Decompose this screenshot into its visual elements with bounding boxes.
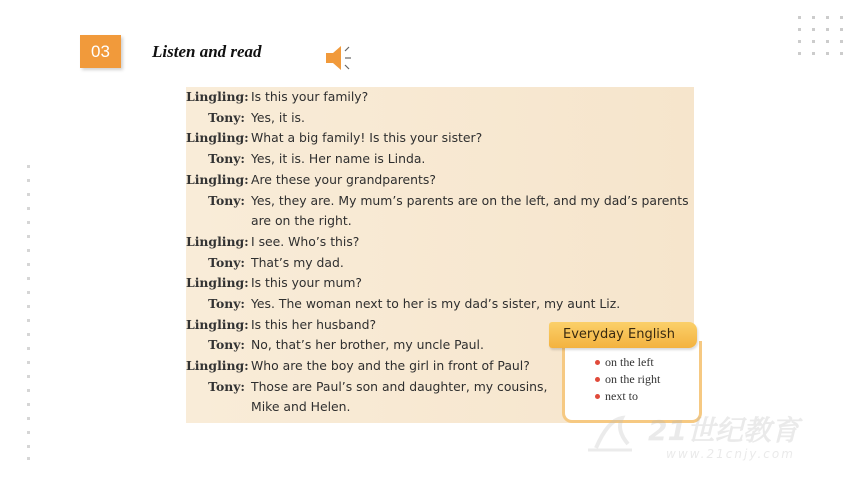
utterance: What a big family! Is this your sister?	[251, 130, 483, 145]
speaker-name: Lingling:	[186, 358, 249, 373]
utterance: No, that’s her brother, my uncle Paul.	[251, 337, 484, 352]
everyday-english-item: on the right	[595, 372, 660, 387]
svg-text:www.21cnjy.com: www.21cnjy.com	[666, 447, 795, 461]
speaker-name: Lingling:	[186, 172, 249, 187]
section-title: Listen and read	[152, 42, 262, 61]
bullet-icon	[595, 360, 600, 365]
utterance: That’s my dad.	[251, 255, 344, 270]
utterance: Yes, it is. Her name is Linda.	[251, 151, 426, 166]
everyday-english-heading: Everyday English	[563, 327, 675, 342]
utterance: Mike and Helen.	[251, 399, 351, 414]
everyday-english-item: next to	[595, 389, 638, 404]
speaker-name: Lingling:	[186, 317, 249, 332]
utterance: Is this your family?	[251, 89, 369, 104]
speaker-name: Lingling:	[186, 89, 249, 104]
bullet-icon	[595, 394, 600, 399]
utterance: Are these your grandparents?	[251, 172, 436, 187]
speaker-name: Tony:	[208, 110, 245, 125]
watermark-logo	[588, 410, 843, 462]
utterance: Who are the boy and the girl in front of Paul?	[251, 358, 530, 373]
speaker-icon[interactable]	[322, 41, 356, 75]
utterance: Is this your mum?	[251, 275, 362, 290]
utterance: Yes. The woman next to her is my dad’s sister, my aunt Liz.	[251, 296, 621, 311]
speaker-name: Tony:	[208, 379, 245, 394]
speaker-name: Lingling:	[186, 275, 249, 290]
speaker-name: Tony:	[208, 151, 245, 166]
section-number-badge: 03	[80, 35, 121, 68]
everyday-english-item: on the left	[595, 355, 654, 370]
speaker-name: Lingling:	[186, 234, 249, 249]
utterance: Yes, they are. My mum’s parents are on the left, and my dad’s parents	[251, 193, 689, 208]
speaker-name: Tony:	[208, 255, 245, 270]
speaker-name: Lingling:	[186, 130, 249, 145]
utterance: Yes, it is.	[251, 110, 305, 125]
speaker-name: Tony:	[208, 337, 245, 352]
utterance: Is this her husband?	[251, 317, 377, 332]
utterance: are on the right.	[251, 213, 352, 228]
decorative-dot-grid	[797, 15, 847, 57]
bullet-icon	[595, 377, 600, 382]
utterance: Those are Paul’s son and daughter, my cousins,	[251, 379, 548, 394]
svg-text:21世纪教育: 21世纪教育	[648, 414, 799, 447]
speaker-name: Tony:	[208, 193, 245, 208]
everyday-english-heading-tab	[549, 322, 697, 348]
speaker-name: Tony:	[208, 296, 245, 311]
utterance: I see. Who’s this?	[251, 234, 360, 249]
decorative-dot-column	[26, 165, 32, 460]
